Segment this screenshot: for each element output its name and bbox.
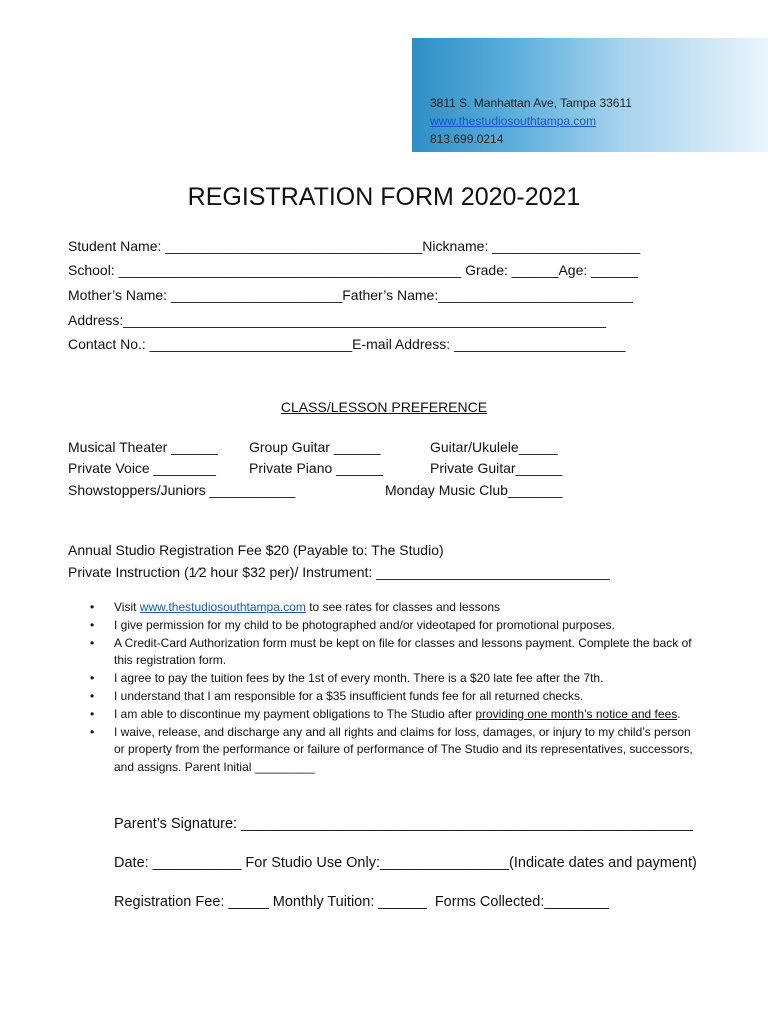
student-name-field[interactable]: Student Name: _________________________________Nickname: ___________________	[68, 238, 641, 254]
list-item: • I agree to pay the tuition fees by the 1st of every month. There is a $20 late fee after the 7th.	[90, 670, 700, 688]
office-use-field[interactable]: Registration Fee: _____ Monthly Tuition: ______ Forms Collected:________	[114, 894, 609, 910]
header-banner	[412, 38, 768, 152]
page-title: REGISTRATION FORM 2020-2021	[187, 183, 581, 211]
class-private-piano[interactable]: Private Piano ______	[249, 460, 383, 476]
contact-info	[430, 94, 632, 148]
bullet-icon: •	[90, 600, 95, 614]
bullet-icon: •	[90, 724, 95, 739]
class-guitar-ukulele[interactable]: Guitar/Ukulele_____	[430, 439, 558, 455]
date-studio-use-field[interactable]: Date: ___________ For Studio Use Only:________________(Indicate dates and payment)	[114, 855, 697, 871]
bullet-icon: •	[90, 688, 95, 703]
parents-name-field[interactable]: Mother’s Name: ______________________Father’s Name:_________________________	[68, 287, 633, 303]
contact-field[interactable]: Contact No.: __________________________E-mail Address: ______________________	[68, 336, 626, 352]
bullet-icon: •	[90, 671, 95, 686]
annual-fee-text: Annual Studio Registration Fee $20 (Payable to: The Studio)	[68, 542, 444, 558]
section-title: CLASS/LESSON PREFERENCE	[280, 399, 488, 415]
class-showstoppers[interactable]: Showstoppers/Juniors ___________	[68, 482, 296, 498]
list-item: • I understand that I am responsible for a $35 insufficient funds fee for all returned checks.	[90, 688, 700, 706]
class-private-voice[interactable]: Private Voice ________	[68, 460, 216, 476]
list-item: • I am able to discontinue my payment obligations to The Studio after providing one month’s notice and fees.	[90, 706, 700, 724]
terms-list	[90, 599, 700, 777]
studio-address: 3811 S. Manhattan Ave, Tampa 33611	[430, 96, 632, 110]
address-field[interactable]: Address:______________________________________________________________	[68, 312, 606, 328]
website-link[interactable]: www.thestudiosouthtampa.com	[430, 114, 597, 128]
bullet-icon: •	[90, 635, 95, 650]
bullet-icon: •	[90, 617, 95, 632]
private-instruction-field[interactable]: Private Instruction (1⁄2 hour $32 per)/ Instrument: ______________________________	[68, 564, 610, 580]
parent-signature-field[interactable]: Parent’s Signature: ________________________________________________________	[114, 816, 693, 832]
class-monday-music[interactable]: Monday Music Club_______	[385, 482, 563, 498]
school-field[interactable]: School: ____________________________________________ Grade: ______Age: ______	[68, 262, 638, 278]
studio-phone: 813.699.0214	[430, 132, 504, 146]
class-group-guitar[interactable]: Group Guitar ______	[249, 439, 381, 455]
list-item: • A Credit-Card Authorization form must be kept on file for classes and lessons payment. Complete the back of this registration form.	[90, 635, 692, 668]
class-private-guitar[interactable]: Private Guitar______	[430, 460, 563, 476]
list-item: • I give permission for my child to be photographed and/or videotaped for promotional purposes.	[90, 617, 700, 635]
class-musical-theater[interactable]: Musical Theater ______	[68, 439, 218, 455]
website-link[interactable]: www.thestudiosouthtampa.com	[139, 600, 306, 614]
list-item: • Visit www.thestudiosouthtampa.com to see rates for classes and lessons	[90, 599, 700, 617]
list-item: • I waive, release, and discharge any and all rights and claims for loss, damages, or injury to my child’s person or property from the performance or failure of performance of The Studio and its representatives, successors, and assigns. Parent Initial _________	[90, 724, 693, 775]
bullet-icon: •	[90, 706, 95, 721]
